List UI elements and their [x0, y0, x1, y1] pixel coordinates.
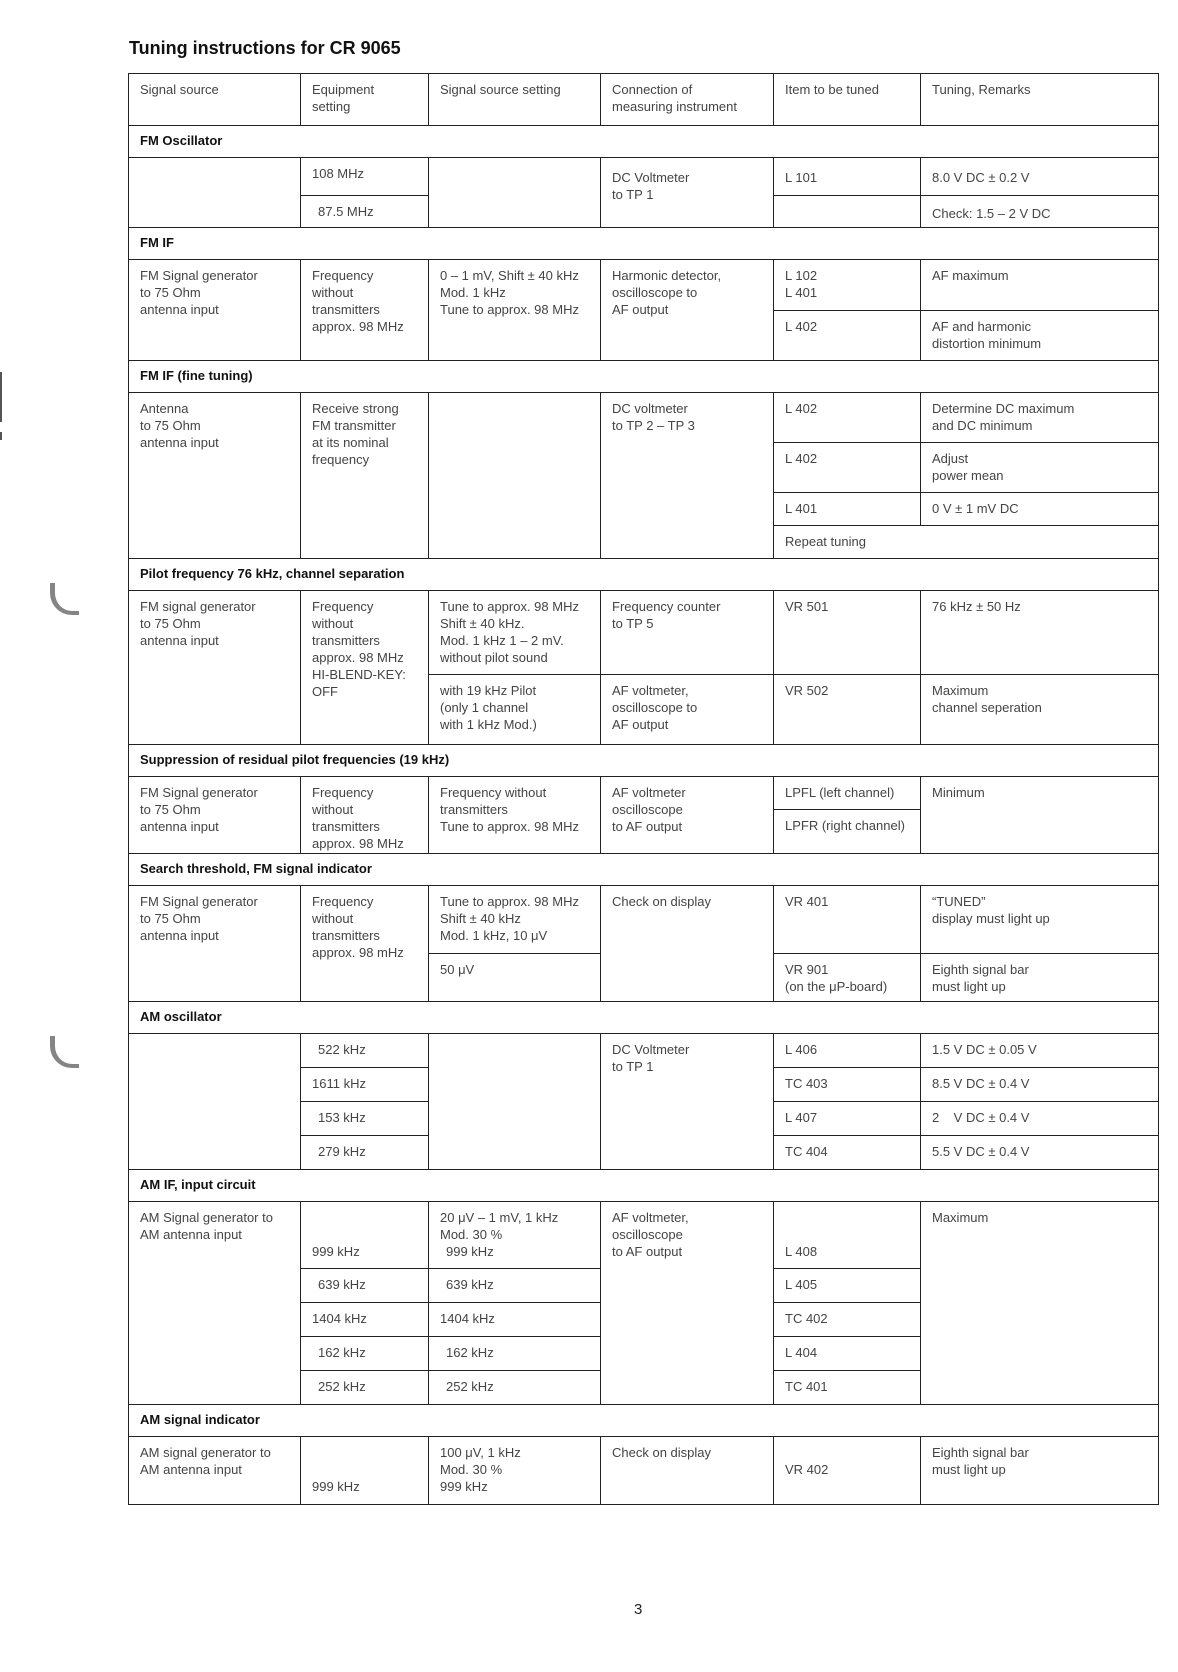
- table-row: [129, 1034, 1159, 1068]
- signal-source-cell: AM Signal generator to AM antenna input: [129, 1202, 301, 1405]
- scan-edge-mark: [0, 432, 2, 440]
- page-title: Tuning instructions for CR 9065: [129, 38, 401, 58]
- item-cell: TC 403: [774, 1068, 921, 1102]
- empty-cell: [429, 393, 601, 559]
- equipment-cell: [301, 1202, 429, 1269]
- section-am-signal-indicator: AM signal indicator: [129, 1405, 1159, 1437]
- setting-cell: 162 kHz: [429, 1337, 601, 1371]
- remark-cell: AF maximum: [921, 260, 1159, 311]
- binder-hole-mark: [50, 583, 79, 615]
- equipment-value: 999 kHz: [312, 1479, 360, 1494]
- equipment-cell: 87.5 MHz: [301, 196, 429, 228]
- section-fm-if-fine-tuning: FM IF (fine tuning): [129, 361, 1159, 393]
- remark-cell: Check: 1.5 – 2 V DC: [921, 196, 1159, 228]
- col-header-signal-source-setting: Signal source setting: [429, 74, 601, 126]
- remark-cell: Eighth signal bar must light up: [921, 1437, 1159, 1505]
- setting-cell: Frequency without transmitters Tune to approx. 98 MHz: [429, 777, 601, 854]
- equipment-cell: Frequency without transmitters approx. 98 mHz: [301, 886, 429, 1002]
- remark-cell: 1.5 V DC ± 0.05 V: [921, 1034, 1159, 1068]
- remark-cell: 0 V ± 1 mV DC: [921, 493, 1159, 526]
- signal-source-cell: AM signal generator to AM antenna input: [129, 1437, 301, 1505]
- connection-cell: DC Voltmeter to TP 1: [601, 1034, 774, 1170]
- signal-source-cell: FM signal generator to 75 Ohm antenna input: [129, 591, 301, 745]
- item-cell: L 401: [774, 493, 921, 526]
- col-header-connection: Connection of measuring instrument: [601, 74, 774, 126]
- connection-cell: Harmonic detector, oscilloscope to AF output: [601, 260, 774, 361]
- section-am-oscillator: AM oscillator: [129, 1002, 1159, 1034]
- table-row: [129, 260, 1159, 311]
- connection-cell: DC voltmeter to TP 2 – TP 3: [601, 393, 774, 559]
- item-cell: L 101: [774, 158, 921, 196]
- item-cell: [774, 1437, 921, 1505]
- signal-source-cell: FM Signal generator to 75 Ohm antenna input: [129, 886, 301, 1002]
- setting-cell: Tune to approx. 98 MHz Shift ± 40 kHz. Mod. 1 kHz 1 – 2 mV. without pilot sound: [429, 591, 601, 675]
- section-search-threshold: Search threshold, FM signal indicator: [129, 854, 1159, 886]
- empty-cell: [129, 158, 301, 228]
- table-row: [129, 393, 1159, 443]
- remark-cell: 76 kHz ± 50 Hz: [921, 591, 1159, 675]
- equipment-cell: 639 kHz: [301, 1269, 429, 1303]
- item-cell: L 407: [774, 1102, 921, 1136]
- equipment-cell: 252 kHz: [301, 1371, 429, 1405]
- binder-hole-mark: [50, 1036, 79, 1068]
- equipment-cell: 1404 kHz: [301, 1303, 429, 1337]
- item-cell: TC 404: [774, 1136, 921, 1170]
- setting-head: 20 μV – 1 mV, 1 kHz Mod. 30 %: [440, 1210, 559, 1242]
- section-pilot-frequency: Pilot frequency 76 kHz, channel separation: [129, 559, 1159, 591]
- setting-cell: 0 – 1 mV, Shift ± 40 kHz Mod. 1 kHz Tune to approx. 98 MHz: [429, 260, 601, 361]
- section-suppression: Suppression of residual pilot frequencies (19 kHz): [129, 745, 1159, 777]
- col-header-equipment-setting: Equipment setting: [301, 74, 429, 126]
- table-header-row: [129, 74, 1159, 126]
- remark-cell: Minimum: [921, 777, 1159, 854]
- empty-cell: [129, 1034, 301, 1170]
- table-row: [129, 886, 1159, 954]
- equipment-cell: 279 kHz: [301, 1136, 429, 1170]
- setting-cell: 100 μV, 1 kHz Mod. 30 % 999 kHz: [429, 1437, 601, 1505]
- remark-cell: “TUNED” display must light up: [921, 886, 1159, 954]
- connection-cell: AF voltmeter oscilloscope to AF output: [601, 777, 774, 854]
- setting-cell: 1404 kHz: [429, 1303, 601, 1337]
- item-cell: LPFL (left channel): [774, 777, 921, 810]
- equipment-cell: [301, 1437, 429, 1505]
- equipment-cell: 522 kHz: [301, 1034, 429, 1068]
- item-value: L 408: [785, 1244, 818, 1259]
- remark-cell: Determine DC maximum and DC minimum: [921, 393, 1159, 443]
- tuning-table: [128, 73, 1159, 1505]
- section-am-if: AM IF, input circuit: [129, 1170, 1159, 1202]
- equipment-cell: Frequency without transmitters approx. 98 MHz: [301, 260, 429, 361]
- table-row: [129, 777, 1159, 810]
- item-cell: L 402: [774, 311, 921, 361]
- equipment-cell: 1611 kHz: [301, 1068, 429, 1102]
- equipment-value: 999 kHz: [312, 1244, 360, 1259]
- connection-cell: Check on display: [601, 886, 774, 1002]
- connection-cell: Check on display: [601, 1437, 774, 1505]
- remark-cell: 8.0 V DC ± 0.2 V: [921, 158, 1159, 196]
- table-row: [129, 1202, 1159, 1269]
- remark-cell: Maximum: [921, 1202, 1159, 1405]
- item-cell: LPFR (right channel): [774, 810, 921, 854]
- setting-value: 999 kHz: [446, 1244, 494, 1259]
- item-cell: VR 401: [774, 886, 921, 954]
- scan-edge-mark: [0, 372, 2, 422]
- equipment-cell: Frequency without transmitters approx. 98 MHz HI-BLEND-KEY: OFF: [301, 591, 429, 745]
- col-header-remarks: Tuning, Remarks: [921, 74, 1159, 126]
- col-header-signal-source: Signal source: [129, 74, 301, 126]
- remark-cell: 2 V DC ± 0.4 V: [921, 1102, 1159, 1136]
- section-fm-oscillator: FM Oscillator: [129, 126, 1159, 158]
- table-row: [129, 1437, 1159, 1505]
- equipment-cell: Frequency without transmitters approx. 98 MHz: [301, 777, 429, 854]
- remark-cell: Adjust power mean: [921, 443, 1159, 493]
- connection-cell: AF voltmeter, oscilloscope to AF output: [601, 1202, 774, 1405]
- item-cell: VR 502: [774, 675, 921, 745]
- setting-cell: Tune to approx. 98 MHz Shift ± 40 kHz Mod. 1 kHz, 10 μV: [429, 886, 601, 954]
- empty-cell: [429, 158, 601, 228]
- remark-cell: 5.5 V DC ± 0.4 V: [921, 1136, 1159, 1170]
- item-cell: L 402: [774, 443, 921, 493]
- setting-cell: 252 kHz: [429, 1371, 601, 1405]
- item-cell: TC 402: [774, 1303, 921, 1337]
- signal-source-cell: FM Signal generator to 75 Ohm antenna input: [129, 777, 301, 854]
- page-number: 3: [634, 1601, 643, 1618]
- item-value: VR 402: [785, 1462, 829, 1477]
- equipment-cell: 153 kHz: [301, 1102, 429, 1136]
- connection-cell: DC Voltmeter to TP 1: [601, 158, 774, 228]
- setting-cell: 639 kHz: [429, 1269, 601, 1303]
- equipment-cell: 108 MHz: [301, 158, 429, 196]
- equipment-cell: 162 kHz: [301, 1337, 429, 1371]
- table-row: [129, 158, 1159, 196]
- item-cell: VR 901 (on the μP-board): [774, 954, 921, 1002]
- connection-cell: Frequency counter to TP 5: [601, 591, 774, 675]
- item-cell: L 102 L 401: [774, 260, 921, 311]
- equipment-cell: Receive strong FM transmitter at its nominal frequency: [301, 393, 429, 559]
- item-cell: L 406: [774, 1034, 921, 1068]
- item-cell: [774, 1202, 921, 1269]
- item-cell: L 402: [774, 393, 921, 443]
- empty-cell: [429, 1034, 601, 1170]
- section-fm-if: FM IF: [129, 228, 1159, 260]
- signal-source-cell: Antenna to 75 Ohm antenna input: [129, 393, 301, 559]
- remark-cell: Maximum channel seperation: [921, 675, 1159, 745]
- col-header-item: Item to be tuned: [774, 74, 921, 126]
- repeat-tuning-note: Repeat tuning: [774, 526, 1159, 559]
- setting-cell: 50 μV: [429, 954, 601, 1002]
- remark-cell: AF and harmonic distortion minimum: [921, 311, 1159, 361]
- table-row: [129, 591, 1159, 675]
- remark-cell: Eighth signal bar must light up: [921, 954, 1159, 1002]
- setting-cell: [429, 1202, 601, 1269]
- setting-cell: with 19 kHz Pilot (only 1 channel with 1 kHz Mod.): [429, 675, 601, 745]
- item-cell: VR 501: [774, 591, 921, 675]
- item-cell: L 404: [774, 1337, 921, 1371]
- connection-cell: AF voltmeter, oscilloscope to AF output: [601, 675, 774, 745]
- remark-cell: 8.5 V DC ± 0.4 V: [921, 1068, 1159, 1102]
- item-cell: TC 401: [774, 1371, 921, 1405]
- item-cell: L 405: [774, 1269, 921, 1303]
- signal-source-cell: FM Signal generator to 75 Ohm antenna input: [129, 260, 301, 361]
- empty-cell: [774, 196, 921, 228]
